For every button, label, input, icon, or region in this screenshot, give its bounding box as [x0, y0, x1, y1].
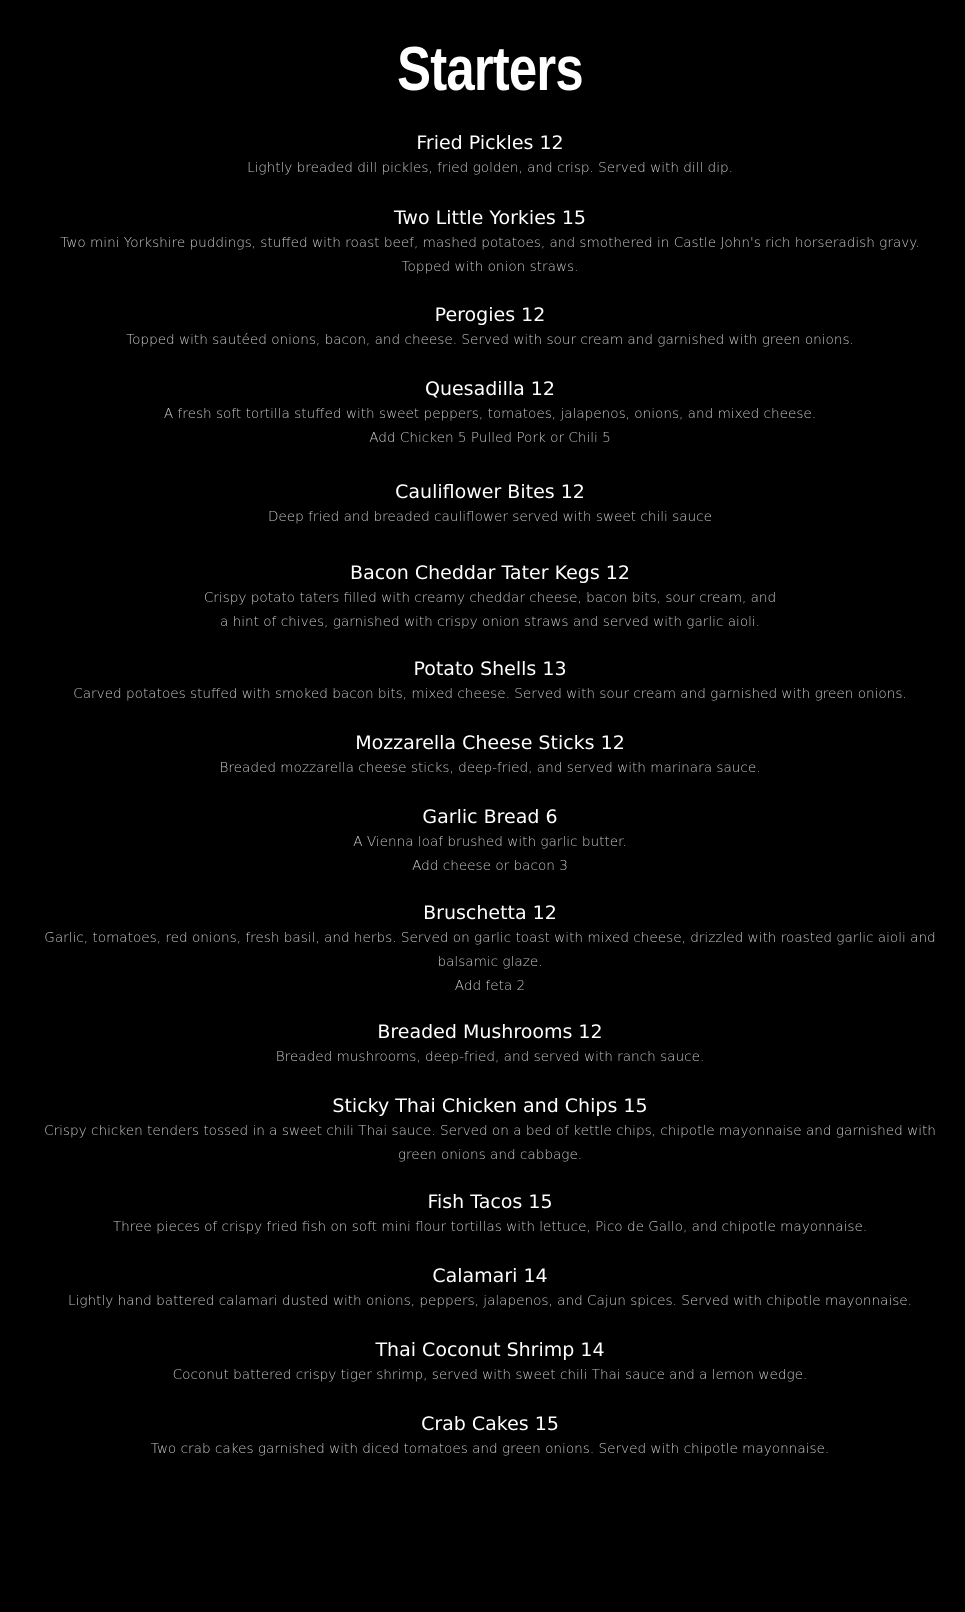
menu-item-name: Fish Tacos 15	[427, 1191, 553, 1213]
menu-item	[0, 560, 965, 634]
menu-item-description: Two mini Yorkshire puddings, stuffed with roast beef, mashed potatoes, and smothered in Castle John's rich horseradish gravy.	[60, 235, 920, 251]
menu-item-name: Thai Coconut Shrimp 14	[375, 1339, 605, 1361]
menu-item-description: Topped with sautéed onions, bacon, and cheese. Served with sour cream and garnished with green onions.	[126, 332, 854, 348]
menu-item	[0, 130, 965, 180]
menu-item	[0, 1337, 965, 1387]
menu-item-name: Perogies 12	[434, 304, 546, 326]
menu-item-name: Fried Pickles 12	[416, 132, 564, 154]
menu-item-description: Garlic, tomatoes, red onions, fresh basil, and herbs. Served on garlic toast with mixed cheese, drizzled with roasted garlic aioli and	[44, 930, 936, 946]
menu-item-name: Crab Cakes 15	[421, 1413, 559, 1435]
menu-item	[0, 656, 965, 706]
menu-item-name: Garlic Bread 6	[422, 806, 558, 828]
menu-item-description: Crispy potato taters filled with creamy cheddar cheese, bacon bits, sour cream, and	[203, 590, 777, 606]
menu-item	[0, 804, 965, 878]
menu-item	[0, 1093, 965, 1167]
menu-item	[0, 1189, 965, 1239]
menu-item	[0, 1263, 965, 1313]
menu-item-name: Quesadilla 12	[425, 378, 555, 400]
menu-item-description: Add cheese or bacon 3	[412, 858, 568, 874]
menu-item-description: Deep fried and breaded cauliflower served with sweet chili sauce	[267, 509, 713, 525]
menu-item	[0, 302, 965, 352]
menu-item	[0, 479, 965, 529]
menu-item	[0, 205, 965, 279]
menu-item-description: Three pieces of crispy fried fish on soft mini flour tortillas with lettuce, Pico de Gallo, and chipotle mayonnaise.	[112, 1219, 868, 1235]
menu-item-description: Lightly breaded dill pickles, fried golden, and crisp. Served with dill dip.	[247, 160, 733, 176]
menu-item-description: a hint of chives, garnished with crispy onion straws and served with garlic aioli.	[219, 614, 761, 630]
menu-item-description: Add feta 2	[454, 978, 526, 994]
menu-item	[0, 376, 965, 450]
menu-item-description: Carved potatoes stuffed with smoked bacon bits, mixed cheese. Served with sour cream and garnished with green onions.	[73, 686, 907, 702]
menu-item-name: Breaded Mushrooms 12	[377, 1021, 603, 1043]
menu-item-description: A Vienna loaf brushed with garlic butter.	[353, 834, 627, 850]
menu-item-name: Two Little Yorkies 15	[393, 207, 587, 229]
menu-item-name: Mozzarella Cheese Sticks 12	[355, 732, 625, 754]
menu-item-description: Crispy chicken tenders tossed in a sweet chili Thai sauce. Served on a bed of kettle chips, chipotle mayonnaise and garnished with	[44, 1123, 936, 1139]
menu-item-name: Sticky Thai Chicken and Chips 15	[332, 1095, 648, 1117]
menu-item-description: Two crab cakes garnished with diced tomatoes and green onions. Served with chipotle mayonnaise.	[150, 1441, 830, 1457]
menu-item-name: Calamari 14	[432, 1265, 548, 1287]
menu-item-description: Coconut battered crispy tiger shrimp, served with sweet chili Thai sauce and a lemon wedge.	[172, 1367, 808, 1383]
menu-item-description: Breaded mushrooms, deep-fried, and served with ranch sauce.	[275, 1049, 705, 1065]
menu-item	[0, 900, 965, 998]
menu-item-description: A fresh soft tortilla stuffed with sweet peppers, tomatoes, jalapenos, onions, and mixed cheese.	[163, 406, 817, 422]
page-title: Starters	[397, 35, 583, 104]
menu-item-name: Bacon Cheddar Tater Kegs 12	[350, 562, 630, 584]
menu-item-description: green onions and cabbage.	[397, 1147, 583, 1163]
menu-item-description: Topped with onion straws.	[401, 259, 579, 275]
menu-item-description: balsamic glaze.	[437, 954, 543, 970]
menu-item	[0, 1411, 965, 1461]
menu-item-name: Cauliflower Bites 12	[395, 481, 585, 503]
menu-item	[0, 730, 965, 780]
menu-item-description: Lightly hand battered calamari dusted with onions, peppers, jalapenos, and Cajun spices. Served with chipotle mayonnaise.	[68, 1293, 912, 1309]
menu-item	[0, 1019, 965, 1069]
menu-item-name: Bruschetta 12	[423, 902, 557, 924]
menu-item-description: Add Chicken 5 Pulled Pork or Chili 5	[369, 430, 611, 446]
menu-item-description: Breaded mozzarella cheese sticks, deep-fried, and served with marinara sauce.	[219, 760, 761, 776]
menu-item-name: Potato Shells 13	[413, 658, 567, 680]
